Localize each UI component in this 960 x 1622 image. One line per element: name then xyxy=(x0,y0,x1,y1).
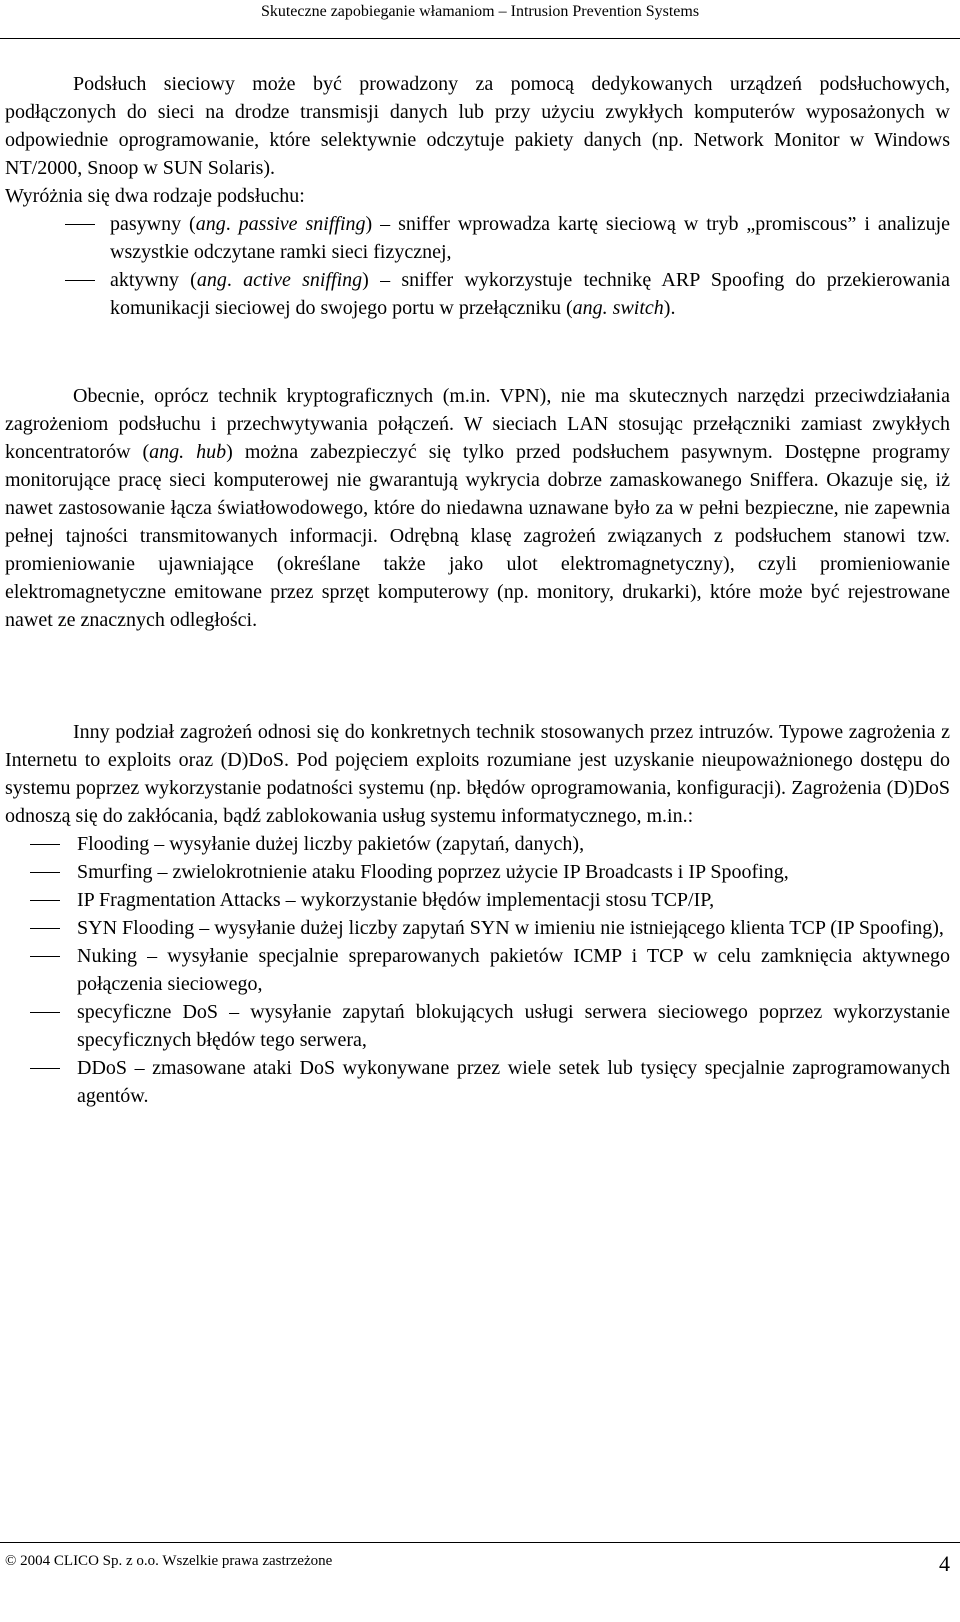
item-tail: ). xyxy=(663,297,676,319)
item-mid: . xyxy=(226,269,244,291)
item-text: IP Fragmentation Attacks – wykorzystanie błędów implementacji stosu TCP/IP, xyxy=(77,889,715,911)
list-item xyxy=(5,914,950,942)
item-ang: ang xyxy=(196,269,227,291)
section-threats xyxy=(5,718,950,1110)
item-text: Flooding – wysyłanie dużej liczby pakietów (zapytań, danych), xyxy=(77,833,585,855)
item-text: specyficzne DoS – wysyłanie zapytań blokujących usługi serwera sieciowego poprzez wykorzystanie specyficznych błędów tego serwera, xyxy=(77,1001,950,1051)
item-text: Nuking – wysyłanie specjalnie spreparowanych pakietów ICMP i TCP w celu zamknięcia aktywnego połączenia sieciowego, xyxy=(77,945,950,995)
paragraph-intro: Podsłuch sieciowy może być prowadzony za pomocą dedykowanych urządzeń podsłuchowych, podłączonych do sieci na drodze transmisji danych lub przy użyciu zwykłych komputerów wyposażonych w odpowiednie oprogramowanie, które selektywnie odczytuje pakiety danych (np. Network Monitor w Windows NT/2000, Snoop w SUN Solaris). xyxy=(5,73,950,179)
list-item-passive xyxy=(5,210,950,266)
copyright-notice: © 2004 CLICO Sp. z o.o. Wszelkie prawa zastrzeżone xyxy=(5,1553,333,1569)
item-term: pasywny ( xyxy=(110,213,196,235)
item-text: SYN Flooding – wysyłanie dużej liczby zapytań SYN w imieniu nie istniejącego klienta TCP (IP Spoofing), xyxy=(77,917,944,939)
page-header xyxy=(0,0,960,39)
list-item-active xyxy=(5,266,950,322)
paragraph-threats-intro: Inny podział zagrożeń odnosi się do konkretnych technik stosowanych przez intruzów. Typowe zagrożenia z Internetu to exploits oraz (D)DoS. Pod pojęciem exploits rozumiane jest uzyskanie nieupoważnionego dostępu do systemu poprzez wykorzystanie podatności systemu (np. błędów oprogramowania, konfiguracji). Zagrożenia (D)DoS odnoszą się do zakłócania, bądź zablokowania usług systemu informatycznego, m.in.: xyxy=(5,721,950,827)
item-ang-switch: ang. switch xyxy=(572,297,664,319)
section-eavesdropping xyxy=(5,70,950,322)
list-item xyxy=(5,1054,950,1110)
list-item xyxy=(5,858,950,886)
item-text: DDoS – zmasowane ataki DoS wykonywane przez wiele setek lub tysięcy specjalnie zaprogramowanych agentów. xyxy=(77,1057,950,1107)
text-c: ) można zabezpieczyć się tylko przed podsłuchem pasywnym. Dostępne programy monitorujące pracę sieci komputerowej nie gwarantują wykrycia dobrze zamaskowanego Sniffera. Okazuje się, iż nawet zastosowanie łącza światłowodowego, które do niedawna uznawane było za w pełni bezpieczne, nie zapewnia pełnej tajności transmitowanych informacji. Odrębną klasę zagrożeń związanych z podsłuchem stanowi tzw. promieniowanie ujawniające (określane także jako ulot elektromagnetyczny), czyli promieniowanie elektromagnetyczne emitowane przez sprzęt komputerowy (np. monitory, drukarki), które może być rejestrowane nawet ze znacznych odległości. xyxy=(5,441,951,631)
item-mid: . xyxy=(225,213,239,235)
item-foreign: passive sniffing xyxy=(238,213,366,235)
text-ang-hub: ang. hub xyxy=(149,441,227,463)
item-rest: ) – sniffer wykorzystuje technikę ARP Spoofing do przekierowania komunikacji sieciowej do swojego portu w przełączniku ( xyxy=(110,269,951,319)
item-text: Smurfing – zwielokrotnienie ataku Flooding poprzez użycie IP Broadcasts i IP Spoofing, xyxy=(77,861,789,883)
list-item xyxy=(5,830,950,858)
list-item xyxy=(5,998,950,1054)
page-footer xyxy=(0,1542,960,1583)
item-foreign: active sniffing xyxy=(243,269,363,291)
header-title: Skuteczne zapobieganie włamaniom – Intrusion Prevention Systems xyxy=(260,3,700,20)
list-item xyxy=(5,886,950,914)
list-item xyxy=(5,942,950,998)
item-ang: ang xyxy=(195,213,226,235)
section-countermeasures xyxy=(5,382,950,634)
text-a: Obecnie, oprócz technik kryptograficznych (m.in. VPN), nie ma skutecznych narzędzi przeciwdziałania zagrożeniom podsłuchu i przechwytywania połączeń. W sieciach LAN stosując przełączniki zamiast zwykłych koncentratorów ( xyxy=(5,385,950,463)
dos-attacks-list xyxy=(5,830,950,1110)
paragraph-countermeasures xyxy=(5,382,950,634)
item-rest: ) – sniffer wprowadza kartę sieciową w tryb „promiscous” i analizuje wszystkie odczytane ramki sieci fizycznej, xyxy=(110,213,951,263)
page-number: 4 xyxy=(939,1551,950,1576)
paragraph-lead: Wyróżnia się dwa rodzaje podsłuchu: xyxy=(5,185,305,207)
item-term: aktywny ( xyxy=(110,269,197,291)
sniffing-types-list xyxy=(5,210,950,322)
